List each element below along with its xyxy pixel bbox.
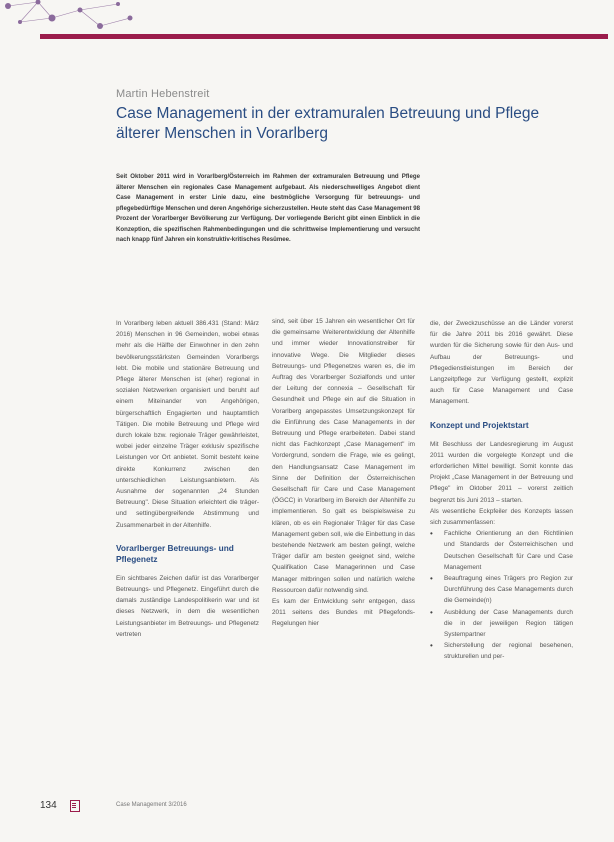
paragraph: sind, seit über 15 Jahren ein wesentlicher Ort für die gemeinsame Weiterentwicklung der Altenhilfe und immer wieder Innovationstreiber für innovative Wege. Die Mitglieder dieses Betreuungs- und Pflegenetzes waren es, die im Auftrag des Vorarlberger Sozialfonds und unter der Leitung der connexia – Gesellschaft für Gesundheit und Pflege ein auf die Situation in Vorarlberg angepasstes Umsetzungskonzept für die Einführung des Case Managements in der Betreuung und Pflege erarbeiteten. Dabei stand nicht das Fachkonzept „Case Management" im Vordergrund, sondern die Frage, wie es gelingt, den Handlungsansatz Case Management im Sinne der Definition der Österreichischen Gesellschaft für Care und Case Management (ÖGCC) in Vorarlberg im Bereich der Altenhilfe zu implementieren. So galt es beispielsweise zu klären, ob es ein Regionaler Träger für das Case Management geben soll, wie die Einbettung in das bestehende Netzwerk am besten gelingt, welche Träger dafür am besten geeignet sind, welche Qualifikation Case Managerinnen und Case Manager mitbringen sollen und natürlich welche Ressourcen dafür notwendig sind. bbox=[272, 318, 415, 594]
bullet-list bbox=[430, 528, 573, 662]
author: Martin Hebenstreit bbox=[116, 88, 210, 100]
text-column-2 bbox=[272, 316, 415, 630]
paragraph: Als wesentliche Eckpfeiler des Konzepts lassen sich zusammenfassen: bbox=[430, 507, 573, 527]
article-title: Case Management in der extramuralen Betreuung und Pflege älterer Menschen in Vorarlberg bbox=[116, 105, 540, 142]
section-heading: Konzept und Projektstart bbox=[430, 419, 529, 430]
page-footer bbox=[40, 800, 600, 816]
page-number: 134 bbox=[40, 800, 57, 811]
header-accent-line bbox=[40, 34, 608, 39]
list-item: • Beauftragung eines Trägers pro Region zur Durchführung des Case Managements durch die Gemeinde(n) bbox=[430, 573, 573, 607]
list-item: • Sicherstellung der regional besehenen, strukturellen und per- bbox=[430, 640, 573, 662]
journal-logo-icon bbox=[70, 800, 80, 812]
text-column-1 bbox=[116, 318, 259, 640]
journal-name: Case Management 3/2016 bbox=[116, 802, 187, 808]
paragraph: Es kam der Entwicklung sehr entgegen, dass 2011 seitens des Bundes mit Pflegefonds-Regelungen hier bbox=[272, 598, 415, 628]
paragraph: Ein sichtbares Zeichen dafür ist das Vorarlberger Betreuungs- und Pflegenetz. Eingeführt durch die damals zuständige Landespolitikerin war und ist dieses Netzwerk, in dem die wesentlichen Leistungsanbieter im Betreuungs- und Pflegenetz vertreten bbox=[116, 574, 259, 638]
abstract: Seit Oktober 2011 wird in Vorarlberg/Österreich im Rahmen der extramuralen Betreuung und Pflege älterer Menschen ein regionales Case Management aufgebaut. Als niederschwelliges Angebot dient Case Management in erster Linie dazu, eine bestmögliche Versorgung für betreuungs- und pflegebedürftige Menschen und deren Angehörige sicherzustellen. Heute steht das Case Management 98 Prozent der Vorarlberger Bevölkerung zur Verfügung. Der vorliegende Bericht gibt einen Einblick in die Konzeption, die spezifischen Rahmenbedingungen und die schrittweise Implementierung und versucht nach knapp fünf Jahren ein konstruktiv-kritisches Resümee. bbox=[116, 173, 420, 243]
paragraph: die, der Zweckzuschüsse an die Länder vorerst für die Jahre 2011 bis 2016 gewährt. Diese wurden für die Sicherung sowie für den Aus- und Aufbau der Betreuungs- und Pflegedienstleistungen im Bereich der Langzeitpflege zur Verfügung gestellt, explizit auch für Case Management und Case Management. bbox=[430, 320, 573, 406]
section-heading: Vorarlberger Betreuungs- und Pflegenetz bbox=[116, 542, 234, 564]
paragraph: In Vorarlberg leben aktuell 386.431 (Stand: März 2016) Menschen in 96 Gemeinden, wobei etwas mehr als die Hälfte der Einwohner in den zehn bevölkerungsstärksten Gemeinden Vorarlbergs lebt. Die mobile und stationäre Betreuung und Pflege älterer Menschen ist (eher) regional in sozialen Netzwerken organisiert und beruht auf einem Miteinander von Angehörigen, bürgerschaftlich Engagierten und hauptamtlich Tätigen. Die mobile Betreuung und Pflege wird durch lokale bzw. regionale Träger gewährleistet, wobei jeder einzelne Träger exklusiv spezifische Leistungen vor Ort anbietet. Somit besteht keine direkte Konkurrenz zwischen den unterschiedlichen Leistungsanbietern. Als Ausnahme der sogenannten „24 Stunden Betreuung". Diese Situation erleichtert die träger- und settingübergreifende Abstimmung und Zusammenarbeit in der Altenhilfe. bbox=[116, 320, 259, 529]
list-item: • Ausbildung der Case Managements durch die in der jeweiligen Region tätigen Systempartner bbox=[430, 607, 573, 641]
text-column-3 bbox=[430, 318, 573, 663]
paragraph: Mit Beschluss der Landesregierung im August 2011 wurden die vorgelegte Konzept und die erforderlichen Mittel bewilligt. Somit konnte das Projekt „Case Management in der Betreuung und Pflege" im Oktober 2011 – vorerst zeitlich begrenzt bis Juni 2013 – starten. bbox=[430, 440, 573, 504]
list-item: • Fachliche Orientierung an den Richtlinien und Standards der Österreichischen und Deutschen Gesellschaft für Care und Case Management bbox=[430, 528, 573, 573]
